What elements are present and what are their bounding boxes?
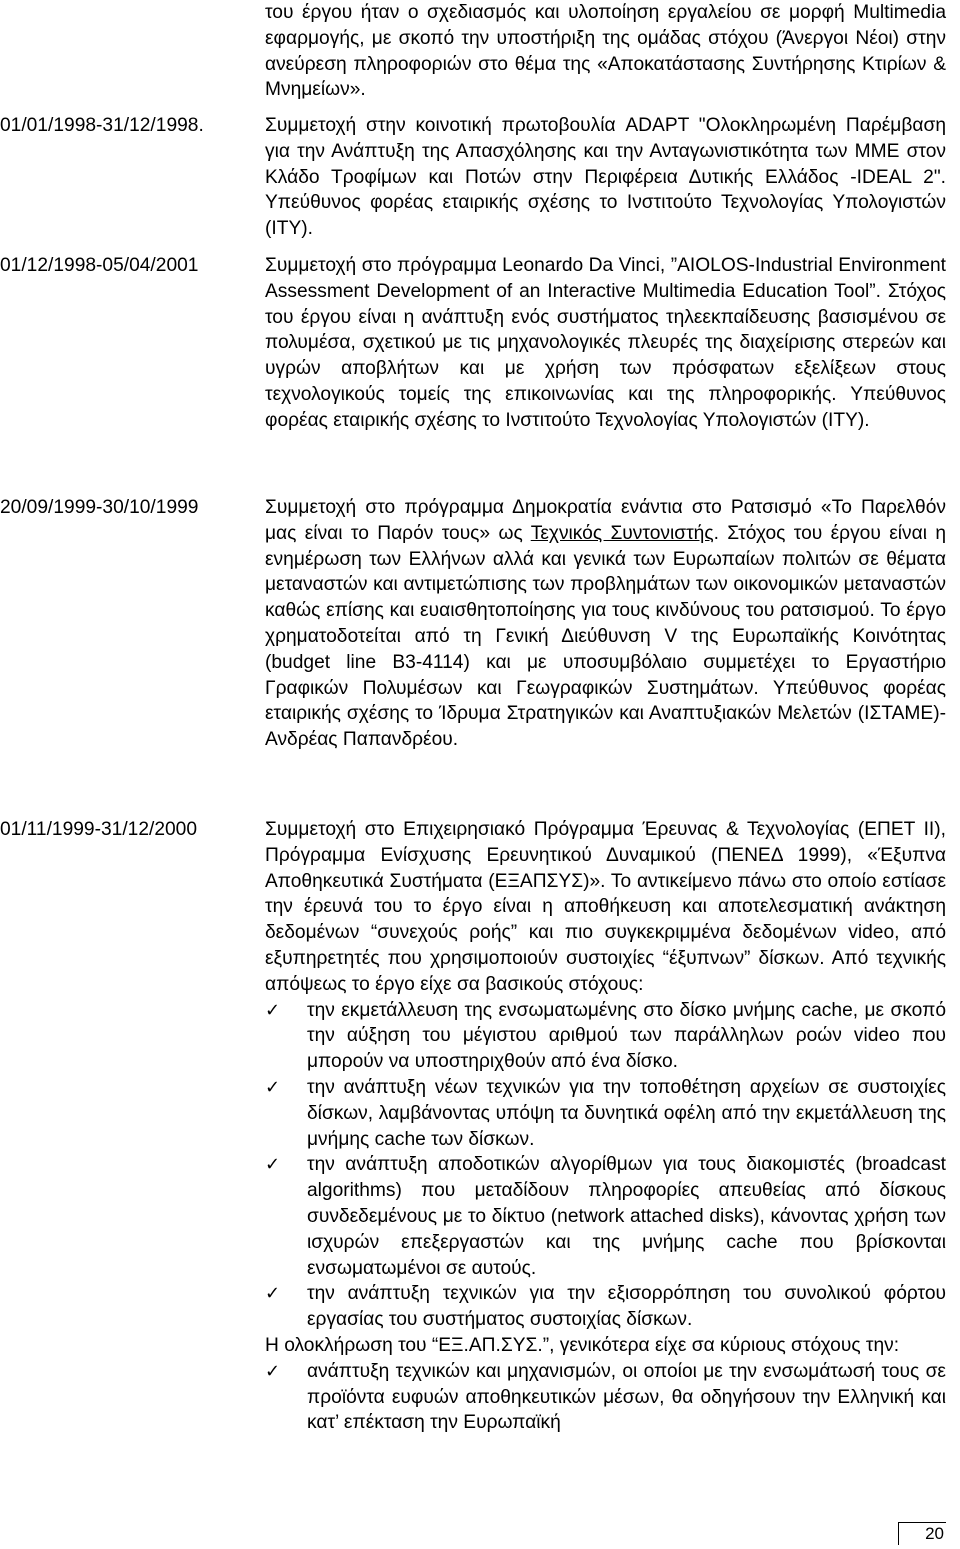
checkmark-icon: ✓ (265, 1360, 281, 1382)
checkmark-icon: ✓ (265, 999, 281, 1021)
entry-intro: Συμμετοχή στο Επιχειρησιακό Πρόγραμμα Έρευνας & Τεχνολογίας (ΕΠΕΤ ΙΙ), Πρόγραμμα Ενίσχυσης Ερευνητικού Δυναμικού (ΠΕΝΕΔ 1999), «Έξυπνα Αποθηκευτικά Συστήματα (ΕΞΑΠΣΥΣ)». Το αντικείμενο πάνω στο οποίο εστίασε την έρευνά του το έργο είναι η αποθήκευση και αποτελεσματική ανάκτηση δεδομένων “συνεχούς ροής” και πιο συγκεκριμμένα δεδομένων video, από εξυπηρετητές που χρησιμοποιούν συστοιχίες “έξυπνων” δίσκων. Από τεχνικής απόψεως το έργο είχε σα βασικούς στόχους: (265, 819, 946, 995)
entry-description-part: Συμμετοχή στο πρόγραμμα Δημοκρατία ενάντια στο Ρατσισμό «Το Παρελθόν μας είναι το Παρόν τους» ως (265, 497, 946, 544)
entry-date: 01/01/1998-31/12/1998. (0, 115, 204, 136)
entry-date: 20/09/1999-30/10/1999 (0, 497, 199, 518)
goal-item (265, 1152, 946, 1281)
entry-description: του έργου ήταν ο σχεδιασμός και υλοποίηση εργαλείου σε μορφή Multimedia εφαρμογής, με σκοπό την υποστήριξη της ομάδας στόχου (Άνεργοι Νέοι) στην ανεύρεση πληροφοριών στο θέμα της «Αποκατάστασης Συντήρησης Κτιρίων & Μνημείων». (265, 2, 946, 101)
goal-item (265, 1075, 946, 1152)
page-number: 20 (898, 1522, 946, 1545)
checkmark-icon: ✓ (265, 1283, 281, 1305)
goal-text: την ανάπτυξη νέων τεχνικών για την τοποθέτηση αρχείων σε συστοιχίες δίσκων, λαμβάνοντας υπόψη τα δυνητικά οφέλη από την εκμετάλλευση της μνήμης cache των δίσκων. (307, 1076, 946, 1150)
checkmark-icon: ✓ (265, 1076, 281, 1098)
entry-description (265, 495, 946, 753)
goals-list (265, 998, 946, 1333)
goal-text: ανάπτυξη τεχνικών και μηχανισμών, οι οποίοι με την ενσωμάτωσή τους σε προϊόντα ευφυών αποθηκευτικών μέσων, θα οδηγήσουν την Ελληνική και κατ’ επέκταση την Ευρωπαϊκή (307, 1360, 946, 1434)
entry-description-part: . Στόχος του έργου είναι η ενημέρωση των Ελλήνων αλλά και γενικά των Ευρωπαίων πολιτών σε θέματα μεταναστών και αντιμετώπισης των προβλημάτων των οικονομικών μεταναστών καθώς επίσης και ευαισθητοποίησης για τους κινδύνους του ρατσισμού. Το έργο χρηματοδοτείται από τη Γενική Διεύθυνση V της Ευρωπαϊκής Κοινότητας (budget line Β3-4114) και με υποσυμβόλαιο συμμετέχει το Εργαστήριο Γραφικών Πολυμέσων και Γεωγραφικών Συστημάτων. Υπεύθυνος φορέας εταιρικής σχέσης το Ίδρυμα Στρατηγικών και Αναπτυξιακών Μελετών (ΙΣΤΑΜΕ)-Ανδρέας Παπανδρέου. (265, 522, 947, 751)
entry-middle: Η ολοκλήρωση του “ΕΞ.ΑΠ.ΣΥΣ.”, γενικότερα είχε σα κύριους στόχους την: (265, 1334, 900, 1356)
goal-text: την ανάπτυξη τεχνικών για την εξισορρόπηση του συνολικού φόρτου εργασίας του συστήματος συστοιχίας δίσκων. (307, 1283, 946, 1331)
goal-text: την ανάπτυξη αποδοτικών αλγορίθμων για τους διακομιστές (broadcast algorithms) που μεταδίδουν πληροφορίες απευθείας από δίσκους συνδεδεμένους με το δίκτυο (network attached disks), κάνοντας χρήση των ισχυρών επεξεργαστών και της μνήμης cache που βρίσκονται ενσωματωμένοι σε αυτούς. (307, 1154, 946, 1279)
entry-description: Συμμετοχή στο πρόγραμμα Leonardo Da Vinci, ”AIOLOS-Industrial Environment Assessment Development of an Interactive Multimedia Education Tool”. Στόχος του έργου είναι η ανάπτυξη ενός συστήματος τηλεεκπαίδευσης βασισμένου σε πολυμέσα, σχετικού με τις μηχανολογικές πλευρές της διαχείρισης στερεών και υγρών αποβλήτων και με χρήση των πρόσφατων εξελίξεων στους τεχνολογικούς τομείς της επικοινωνίας και της πληροφορικής. Υπεύθυνος φορέας εταιρικής σχέσης το Ινστιτούτο Τεχνολογίας Υπολογιστών (ΙΤΥ). (265, 255, 946, 431)
entry-date: 01/12/1998-05/04/2001 (0, 255, 199, 276)
checkmark-icon: ✓ (265, 1154, 281, 1176)
entry-description (265, 817, 946, 1436)
goal-text: την εκμετάλλευση της ενσωματωμένης στο δίσκο μνήμης cache, με σκοπό την αύξηση του μέγιστου αριθμού των παράλληλων ροών video που μπορούν να υποστηριχθούν από ένα δίσκο. (307, 999, 946, 1073)
entry-date: 01/11/1999-31/12/2000 (0, 819, 198, 840)
goal-item (265, 1281, 946, 1333)
entry-description: Συμμετοχή στην κοινοτική πρωτοβουλία ADAPT "Ολοκληρωμένη Παρέμβαση για την Ανάπτυξη της Απασχόλησης και την Ανταγωνιστικότητα των ΜΜΕ στον Κλάδο Τροφίμων και Ποτών στην Περιφέρεια Δυτικής Ελλάδος -IDEAL 2". Υπεύθυνος φορέας εταιρικής σχέσης το Ινστιτούτο Τεχνολογίας Υπολογιστών (ΙΤΥ). (265, 115, 946, 240)
role-underlined: Τεχνικός Συντονιστής (530, 522, 714, 544)
goal-item (265, 1359, 946, 1436)
goals-list-2 (265, 1359, 946, 1436)
goal-item (265, 998, 946, 1075)
